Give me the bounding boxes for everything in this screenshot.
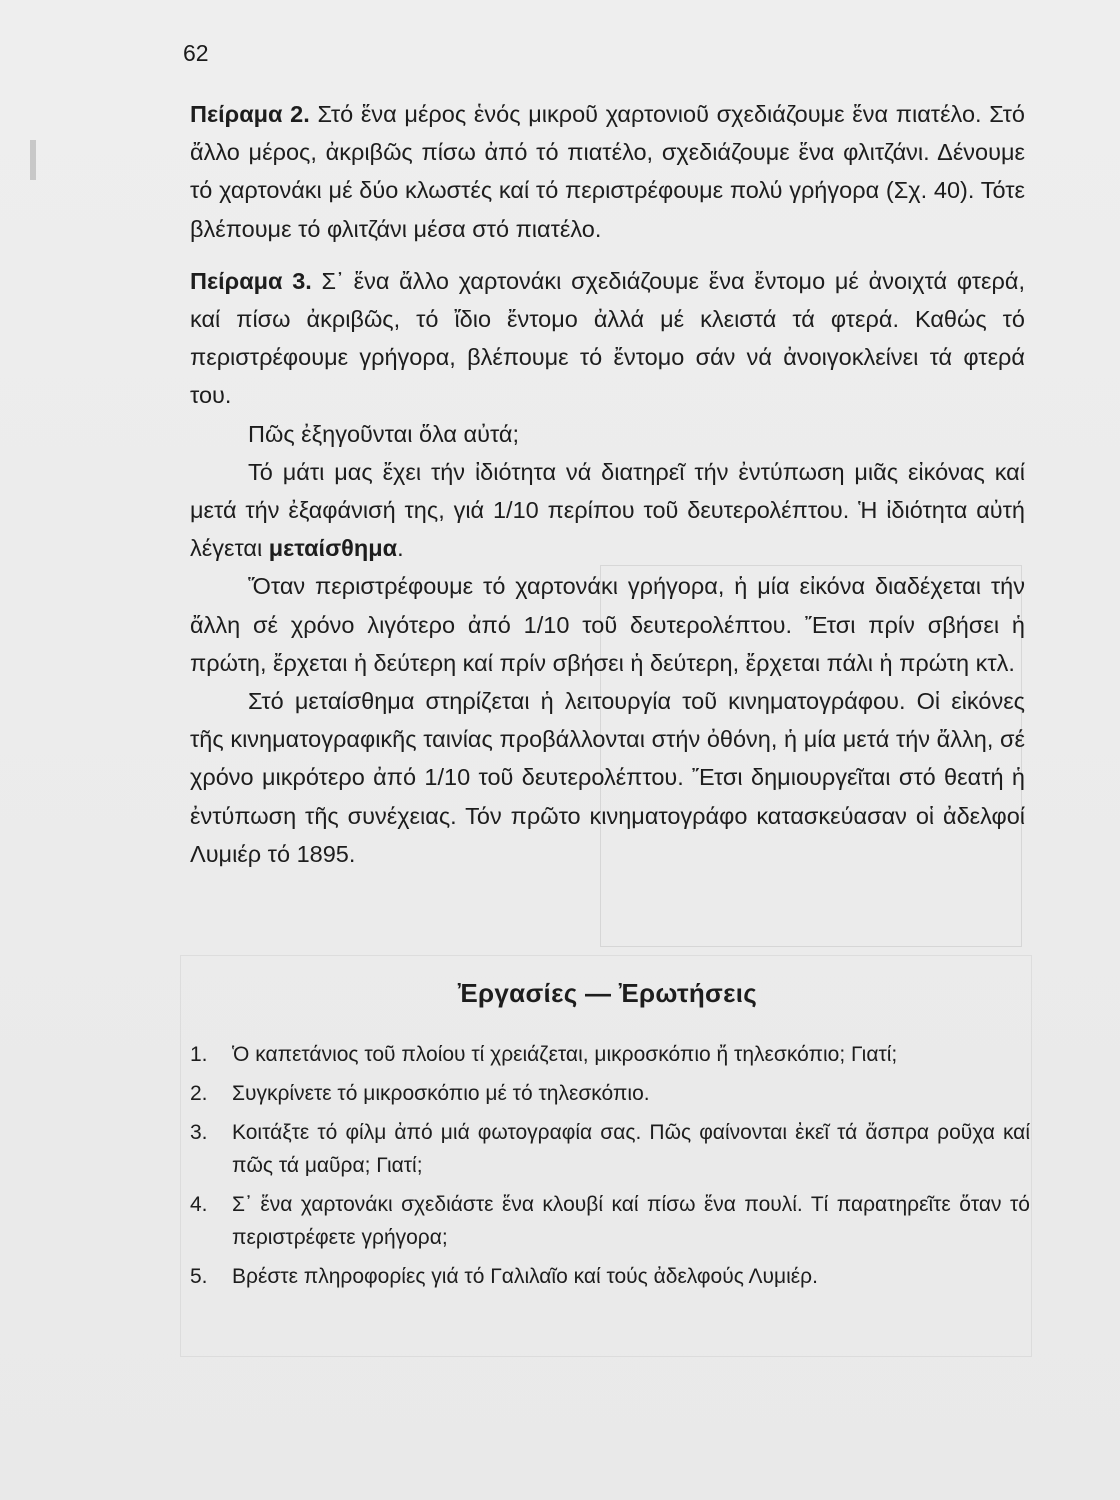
experiment-2-paragraph <box>190 95 1025 248</box>
binding-mark <box>30 140 36 180</box>
afterimage-text: Τό μάτι μας ἔχει τήν ἰδιότητα νά διατηρεῖ τήν ἐντύπωση μιᾶς εἰκόνας καί μετά τήν ἐξαφάνισή της, γιά 1/10 περίπου τοῦ δευτερολέπτου. Ἡ ἰδιότητα αὐτή λέγεται <box>190 458 1025 562</box>
exercise-list <box>190 1038 1030 1299</box>
exercise-text: Ὁ καπετάνιος τοῦ πλοίου τί χρειάζεται, μικροσκόπιο ἤ τηλεσκόπιο; Γιατί; <box>232 1043 898 1066</box>
experiment-2-text: Στό ἕνα μέρος ἑνός μικροῦ χαρτονιοῦ σχεδιάζουμε ἕνα πιατέλο. Στό ἄλλο μέρος, ἀκριβῶς πίσω ἀπό τό πιατέλο, σχεδιάζουμε ἕνα φλιτζάνι. Δένουμε τό χαρτονάκι μέ δύο κλωστές καί τό περιστρέφουμε πολύ γρήγορα (Σχ. 40). Τότε βλέπουμε τό φλιτζάνι μέσα στό πιατέλο. <box>190 101 1025 242</box>
afterimage-end: . <box>397 535 404 562</box>
exercise-number: 2. <box>190 1082 208 1105</box>
exercise-item <box>190 1188 1030 1254</box>
exercise-text: Συγκρίνετε τό μικροσκόπιο μέ τό τηλεσκόπιο. <box>232 1082 650 1105</box>
page-number: 62 <box>183 40 209 66</box>
afterimage-paragraph <box>190 453 1025 568</box>
explanation-question: Πῶς ἐξηγοῦνται ὅλα αὐτά; <box>248 420 520 447</box>
exercise-number: 1. <box>190 1043 208 1066</box>
experiment-3-text: Σ᾽ ἕνα ἄλλο χαρτονάκι σχεδιάζουμε ἕνα ἔντομο μέ ἀνοιχτά φτερά, καί πίσω ἀκριβῶς, τό ἴδιο ἔντομο ἀλλά μέ κλειστά τά φτερά. Καθώς τό περιστρέφουμε γρήγορα, βλέπουμε τό ἔντομο σάν νά ἀνοιγοκλείνει τά φτερά του. <box>190 267 1025 409</box>
rotation-paragraph: Ὅταν περιστρέφουμε τό χαρτονάκι γρήγορα, ἡ μία εἰκόνα διαδέχεται τήν ἄλλη σέ χρόνο λιγότερο ἀπό 1/10 τοῦ δευτερολέπτου. Ἔτσι πρίν σβήσει ἡ πρώτη, ἔρχεται ἡ δεύτερη καί πρίν σβήσει ἡ δεύτερη, ἔρχεται πάλι ἡ πρώτη κτλ. <box>190 573 1025 676</box>
experiment-3-paragraph <box>190 262 1025 415</box>
exercise-number: 5. <box>190 1265 208 1288</box>
exercise-number: 4. <box>190 1193 208 1216</box>
exercise-item <box>190 1038 1030 1071</box>
cinema-paragraph: Στό μεταίσθημα στηρίζεται ἡ λειτουργία τοῦ κινηματογράφου. Οἱ εἰκόνες τῆς κινηματογραφικῆς ταινίας προβάλλονται στήν ὀθόνη, ἡ μία μετά τήν ἄλλη, σέ χρόνο μικρότερο ἀπό 1/10 τοῦ δευτερολέπτου. Ἔτσι δημιουργεῖται στό θεατή ἡ ἐντύπωση τῆς συνέχειας. Τόν πρῶτο κινηματογράφο κατασκεύασαν οἱ ἀδελφοί Λυμιέρ τό 1895. <box>190 688 1025 867</box>
exercise-text: Κοιτάξτε τό φίλμ ἀπό μιά φωτογραφία σας. Πῶς φαίνονται ἐκεῖ τά ἄσπρα ροῦχα καί πῶς τά μαῦρα; Γιατί; <box>232 1121 1030 1177</box>
exercise-text: Βρέστε πληροφορίες γιά τό Γαλιλαῖο καί τούς ἀδελφούς Λυμιέρ. <box>232 1265 818 1288</box>
exercise-item <box>190 1260 1030 1293</box>
experiment-3-label: Πείραμα 3. <box>190 267 312 294</box>
afterimage-term: μεταίσθημα <box>268 535 398 562</box>
body-text <box>190 95 1025 873</box>
exercises-title: Ἐργασίες — Ἐρωτήσεις <box>457 978 758 1008</box>
exercise-number: 3. <box>190 1121 208 1144</box>
experiment-2-label: Πείραμα 2. <box>190 101 310 127</box>
exercise-item <box>190 1116 1030 1182</box>
exercise-text: Σ᾽ ἕνα χαρτονάκι σχεδιάστε ἕνα κλουβί καί πίσω ἕνα πουλί. Τί παρατηρεῖτε ὅταν τό περιστρέφετε γρήγορα; <box>232 1193 1030 1249</box>
exercise-item <box>190 1077 1030 1110</box>
